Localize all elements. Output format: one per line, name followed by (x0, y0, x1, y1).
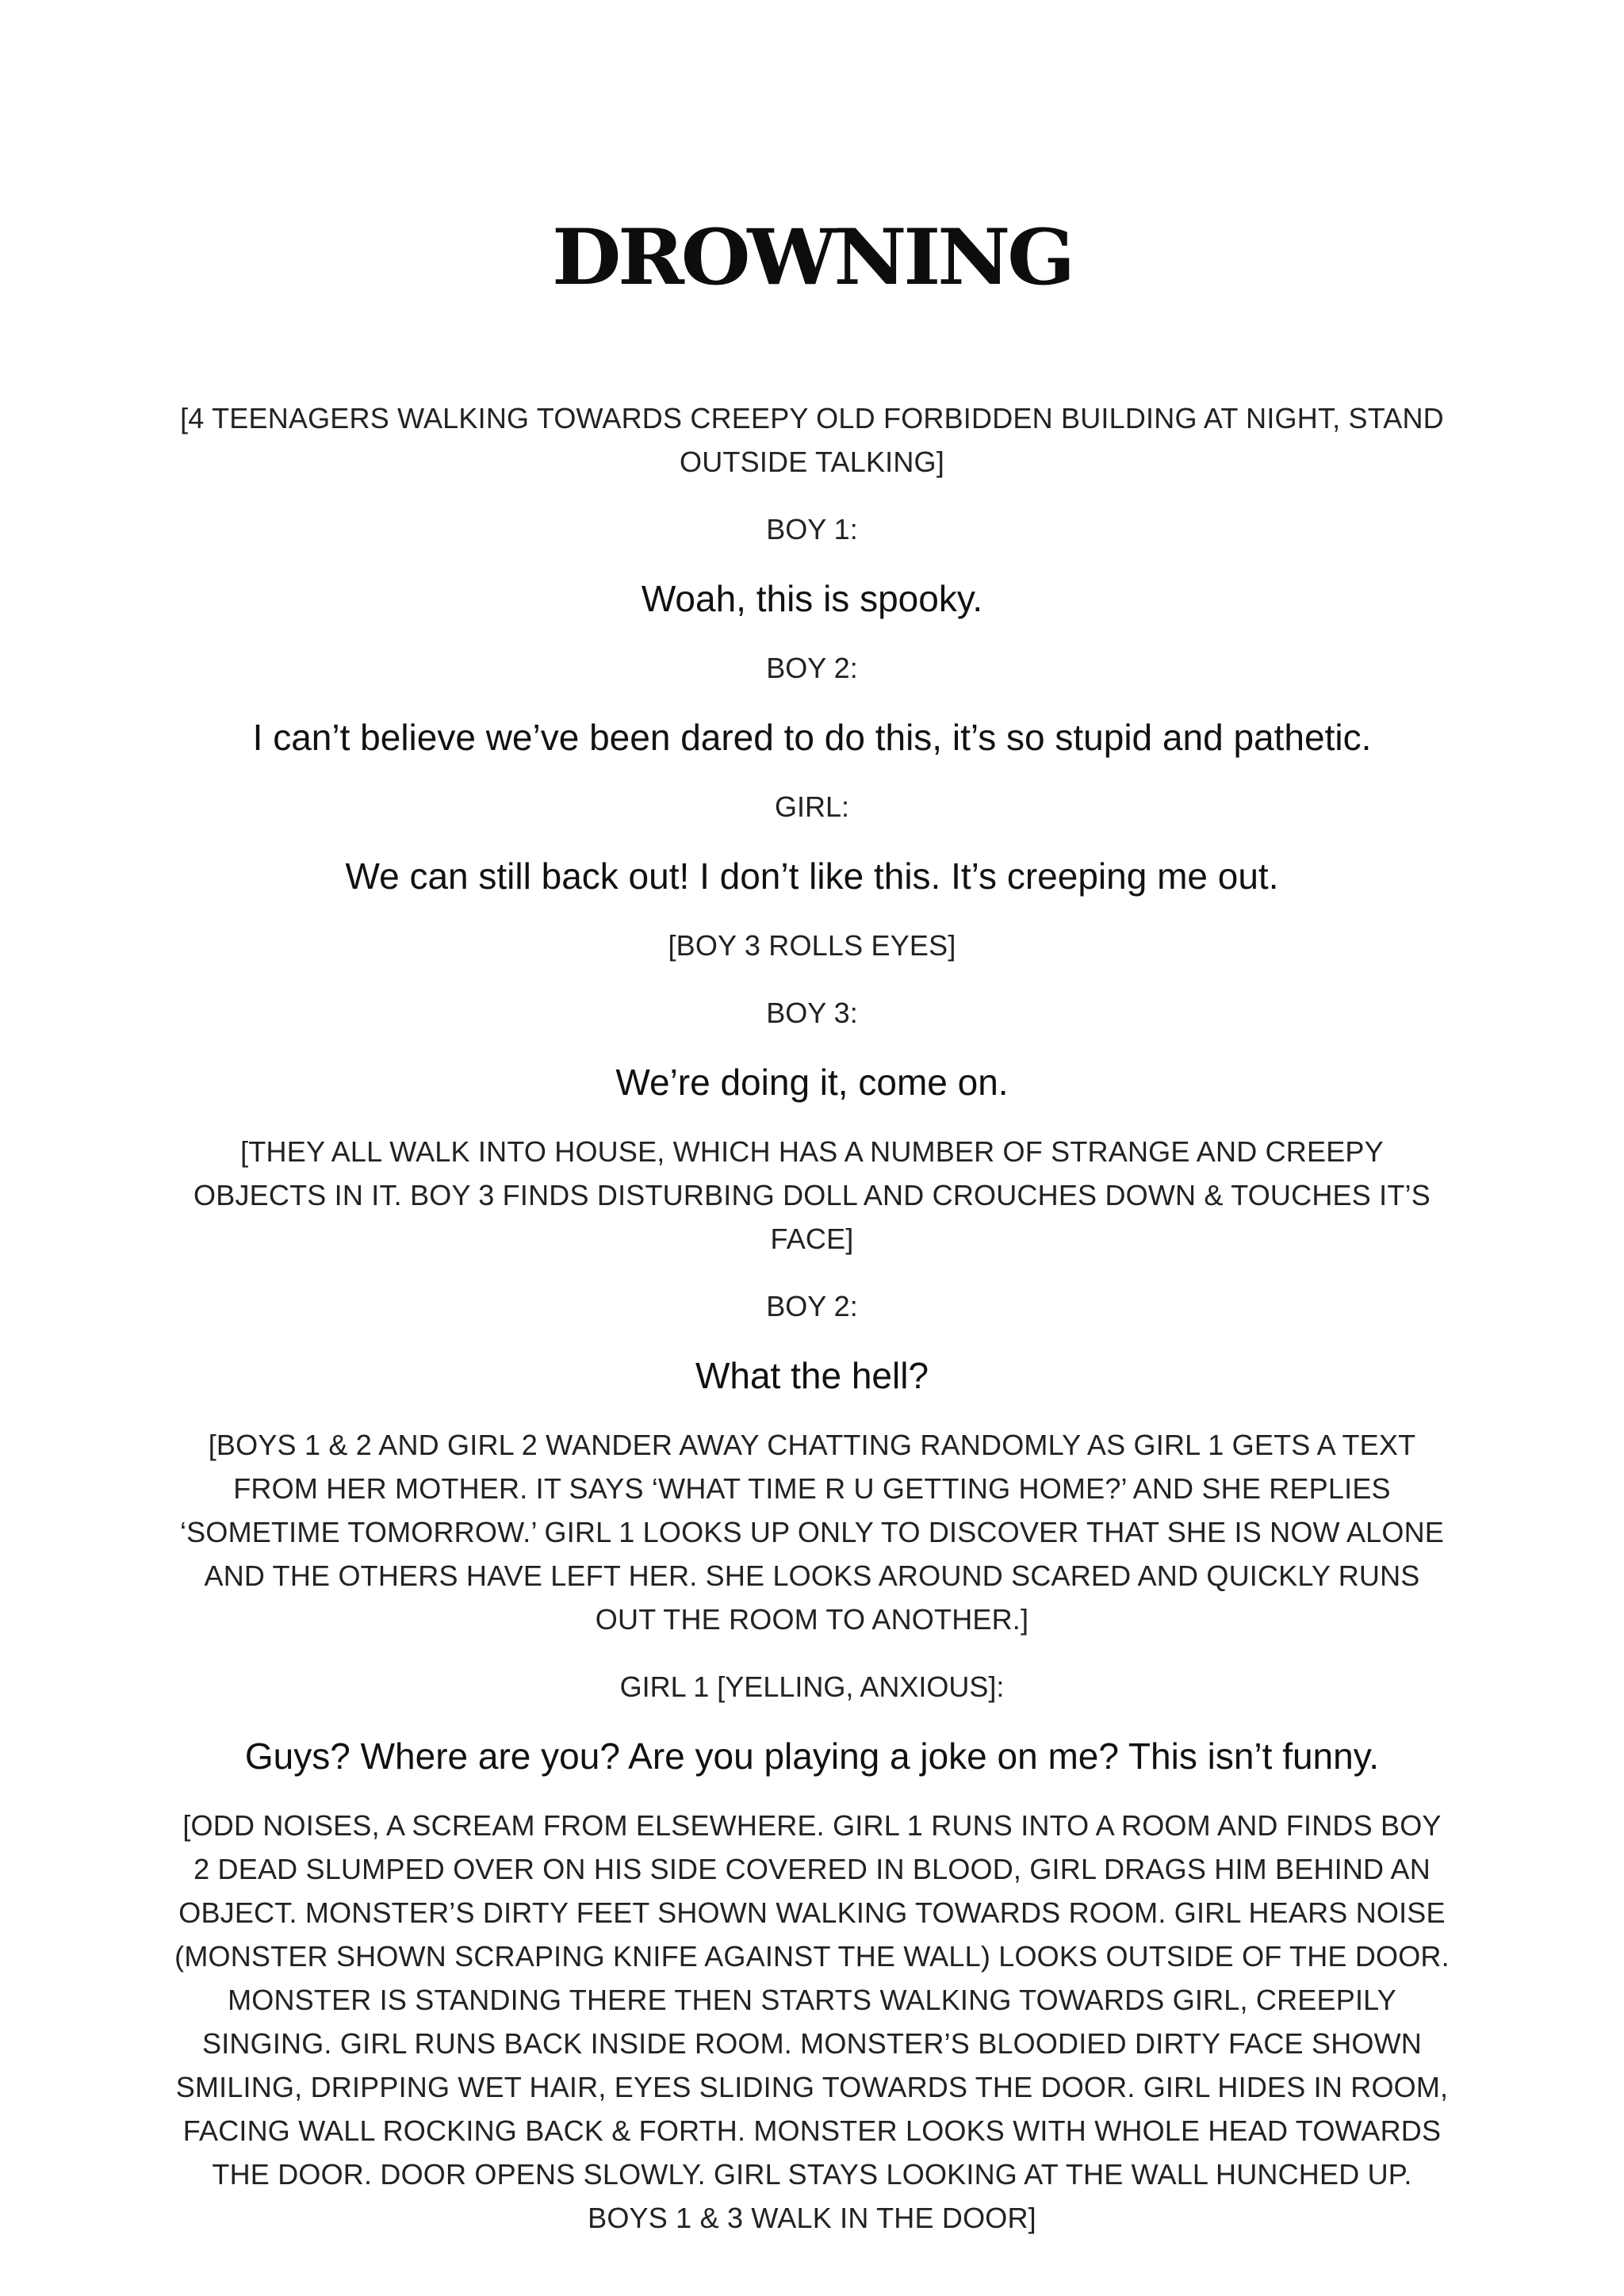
script-body (174, 396, 1450, 2240)
stage-direction: [BOY 3 ROLLS EYES] (668, 929, 956, 962)
speaker-label: BOY 3: (766, 997, 858, 1029)
stage-direction: [ODD NOISES, A SCREAM FROM ELSEWHERE. GIRL 1 RUNS INTO A ROOM AND FINDS BOY 2 DEAD SLUMPED OVER ON HIS SIDE COVERED IN BLOOD, GIRL DRAGS HIM BEHIND AN OBJECT. MONSTER’S DIRTY FEET SHOWN WALKING TOWARDS ROOM. GIRL HEARS NOISE (MONSTER SHOWN SCRAPING KNIFE AGAINST THE WALL) LOOKS OUTSIDE OF THE DOOR. MONSTER IS STANDING THERE THEN STARTS WALKING TOWARDS GIRL, CREEPILY SINGING. GIRL RUNS BACK INSIDE ROOM. MONSTER’S BLOODIED DIRTY FACE SHOWN SMILING, DRIPPING WET HAIR, EYES SLIDING TOWARDS THE DOOR. GIRL HIDES IN ROOM, FACING WALL ROCKING BACK & FORTH. MONSTER LOOKS WITH WHOLE HEAD TOWARDS THE DOOR. DOOR OPENS SLOWLY. GIRL STAYS LOOKING AT THE WALL HUNCHED UP. BOYS 1 & 3 WALK IN THE DOOR] (174, 1809, 1450, 2234)
speaker-label: BOY 2: (766, 652, 858, 684)
dialogue-line: We can still back out! I don’t like this. It’s creeping me out. (345, 855, 1279, 897)
speaker-label: GIRL: (774, 790, 850, 823)
stage-direction: [BOYS 1 & 2 AND GIRL 2 WANDER AWAY CHATTING RANDOMLY AS GIRL 1 GETS A TEXT FROM HER MOTHER. IT SAYS ‘WHAT TIME R U GETTING HOME?’ AND SHE REPLIES ‘SOMETIME TOMORROW.’ GIRL 1 LOOKS UP ONLY TO DISCOVER THAT SHE IS NOW ALONE AND THE OTHERS HAVE LEFT HER. SHE LOOKS AROUND SCARED AND QUICKLY RUNS OUT THE ROOM TO ANOTHER.] (179, 1429, 1444, 1636)
dialogue-line: I can’t believe we’ve been dared to do this, it’s so stupid and pathetic. (252, 717, 1372, 758)
speaker-label: BOY 2: (766, 1290, 858, 1322)
speaker-label: GIRL 1 [YELLING, ANXIOUS]: (619, 1670, 1005, 1703)
dialogue-line: Woah, this is spooky. (641, 578, 983, 619)
page-title: DROWNING (551, 212, 1073, 302)
stage-direction: [THEY ALL WALK INTO HOUSE, WHICH HAS A NUMBER OF STRANGE AND CREEPY OBJECTS IN IT. BOY 3 FINDS DISTURBING DOLL AND CROUCHES DOWN & TOUCHES IT’S FACE] (193, 1135, 1431, 1255)
speaker-label: BOY 1: (766, 513, 858, 545)
dialogue-line: Guys? Where are you? Are you playing a joke on me? This isn’t funny. (244, 1735, 1380, 1777)
stage-direction: [4 TEENAGERS WALKING TOWARDS CREEPY OLD FORBIDDEN BUILDING AT NIGHT, STAND OUTSIDE TALKING] (180, 402, 1444, 478)
dialogue-line: What the hell? (695, 1355, 929, 1396)
dialogue-line: We’re doing it, come on. (615, 1062, 1009, 1103)
